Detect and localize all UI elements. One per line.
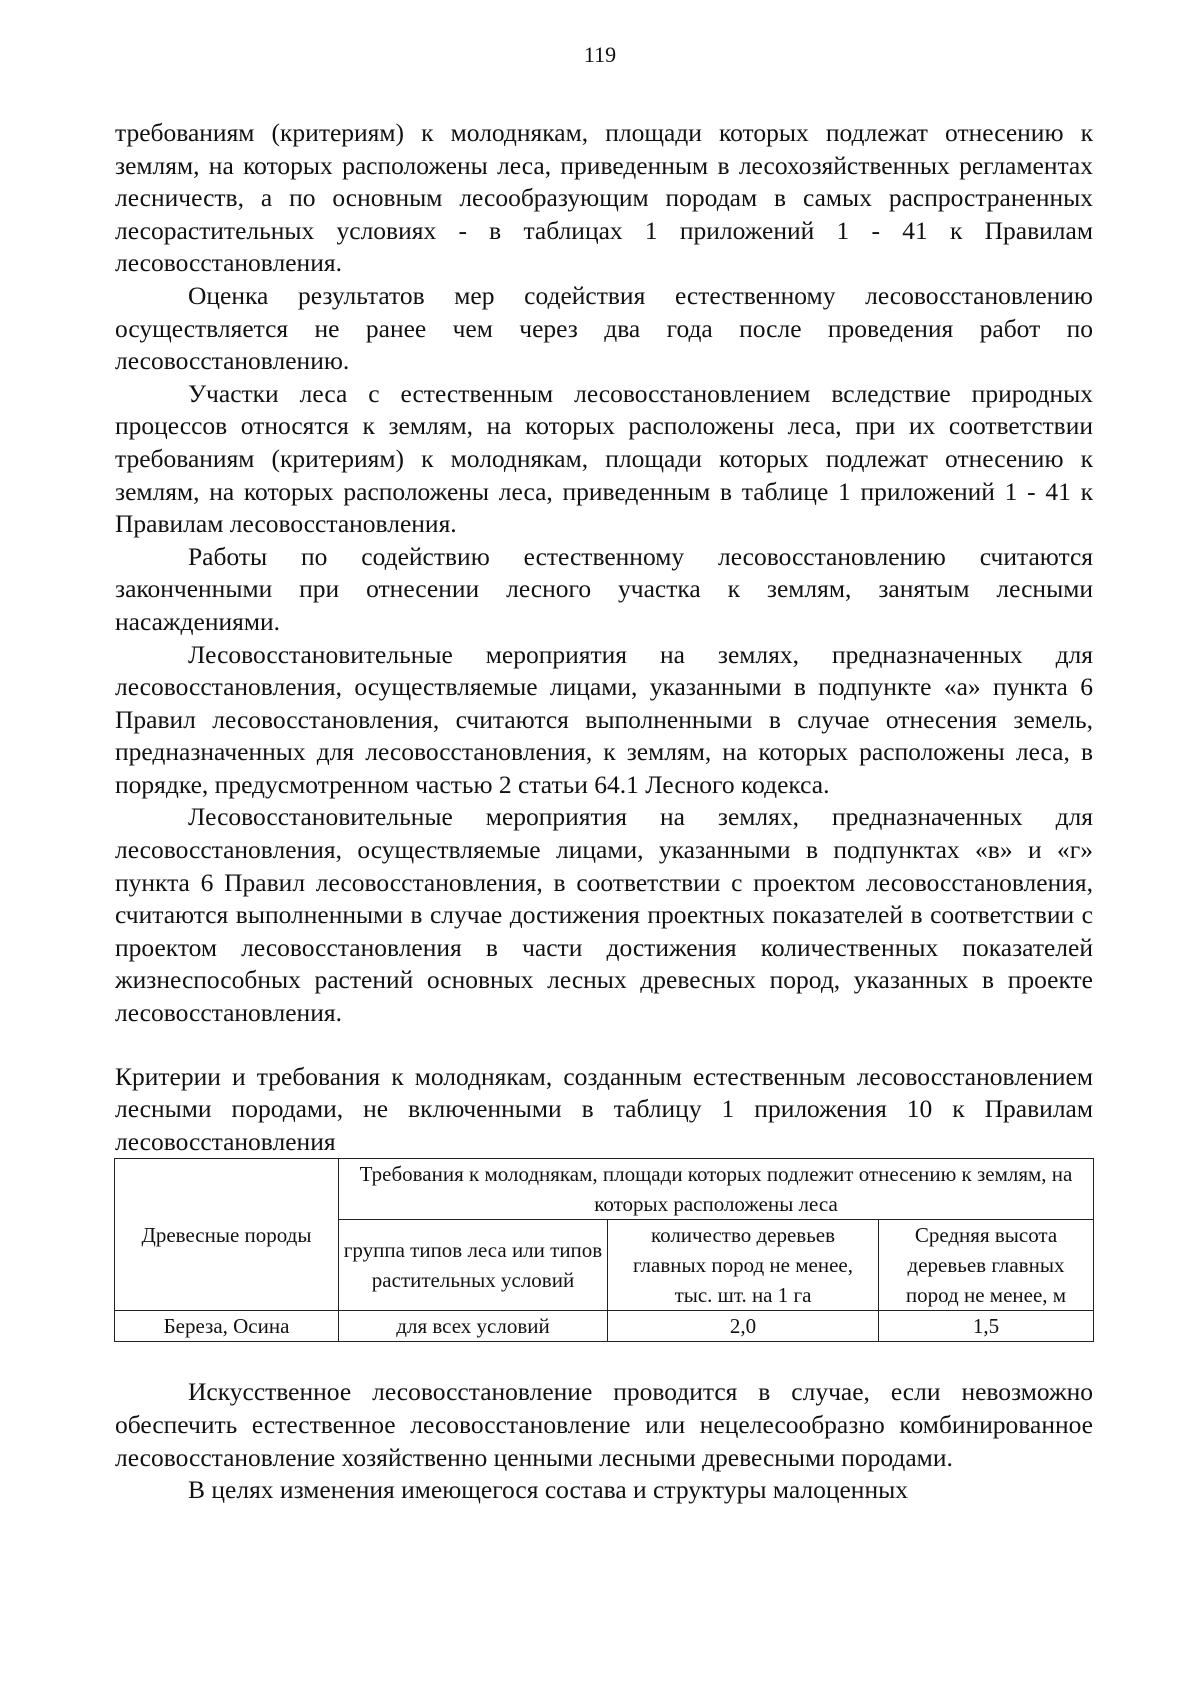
paragraph: Работы по содействию естественному лесовосстановлению считаются законченными при отнесении лесного участка к землям, занятым лесными насаждениями. [115, 541, 1093, 636]
document-body [115, 117, 1093, 1507]
paragraph: В целях изменения имеющегося состава и структуры малоценных [188, 1475, 908, 1505]
paragraph: Искусственное лесовосстановление проводится в случае, если невозможно обеспечить естественное лесовосстановление или нецелесообразно комбинированное лесовосстановление хозяйственно ценными лесными древесными породами. [115, 1377, 1093, 1472]
page-number: 119 [583, 42, 617, 67]
table-caption: Критерии и требования к молоднякам, созданным естественным лесовосстановлением лесными породами, не включенными в таблицу 1 приложения 10 к Правилам лесовосстановления [115, 1061, 1093, 1156]
section-gap [115, 1030, 1093, 1061]
table-header-row [115, 1159, 1094, 1220]
header-tree-count: количество деревьев главных пород не менее, тыс. шт. на 1 га [608, 1220, 879, 1311]
cell-forest-type-group: для всех условий [339, 1311, 608, 1342]
paragraph: Участки леса с естественным лесовосстановлением вследствие природных процессов относятся к землям, на которых расположены леса, при их соответствии требованиям (критериям) к молоднякам, площади которых подлежат отнесению к землям, на которых расположены леса, приведенным в таблице 1 приложений 1 - 41 к Правилам лесовосстановления. [115, 378, 1093, 539]
header-requirements-group: Требования к молоднякам, площади которых подлежит отнесению к землям, на которых расположены леса [339, 1159, 1094, 1220]
criteria-table [114, 1158, 1094, 1342]
header-species: Древесные породы [115, 1159, 339, 1311]
header-forest-type-group: группа типов леса или типов растительных условий [339, 1220, 608, 1311]
cell-tree-count: 2,0 [608, 1311, 879, 1342]
header-average-height: Средняя высота деревьев главных пород не менее, м [879, 1220, 1094, 1311]
paragraph: Лесовосстановительные мероприятия на землях, предназначенных для лесовосстановления, осуществляемые лицами, указанными в подпунктах «в» и «г» пункта 6 Правил лесовосстановления, в соответствии с проектом лесовосстановления, считаются выполненными в случае достижения проектных показателей в соответствии с проектом лесовосстановления в части достижения количественных показателей жизнеспособных растений основных лесных древесных пород, указанных в проекте лесовосстановления. [115, 802, 1093, 1028]
cell-species: Береза, Осина [115, 1311, 339, 1342]
table-row [115, 1311, 1094, 1342]
paragraph: Лесовосстановительные мероприятия на землях, предназначенных для лесовосстановления, осуществляемые лицами, указанными в подпункте «а» пункта 6 Правил лесовосстановления, считаются выполненными в случае отнесения земель, предназначенных для лесовосстановления, к землям, на которых расположены леса, в порядке, предусмотренном частью 2 статьи 64.1 Лесного кодекса. [115, 639, 1093, 799]
cell-average-height: 1,5 [879, 1311, 1094, 1342]
paragraph: требованиям (критериям) к молоднякам, площади которых подлежат отнесению к землям, на которых расположены леса, приведенным в лесохозяйственных регламентах лесничеств, а по основным лесообразующим породам в самых распространенных лесорастительных условиях - в таблицах 1 приложений 1 - 41 к Правилам лесовосстановления. [115, 118, 1093, 278]
section-gap [115, 1342, 1093, 1376]
paragraph: Оценка результатов мер содействия естественному лесовосстановлению осуществляется не ранее чем через два года после проведения работ по лесовосстановлению. [115, 280, 1093, 376]
